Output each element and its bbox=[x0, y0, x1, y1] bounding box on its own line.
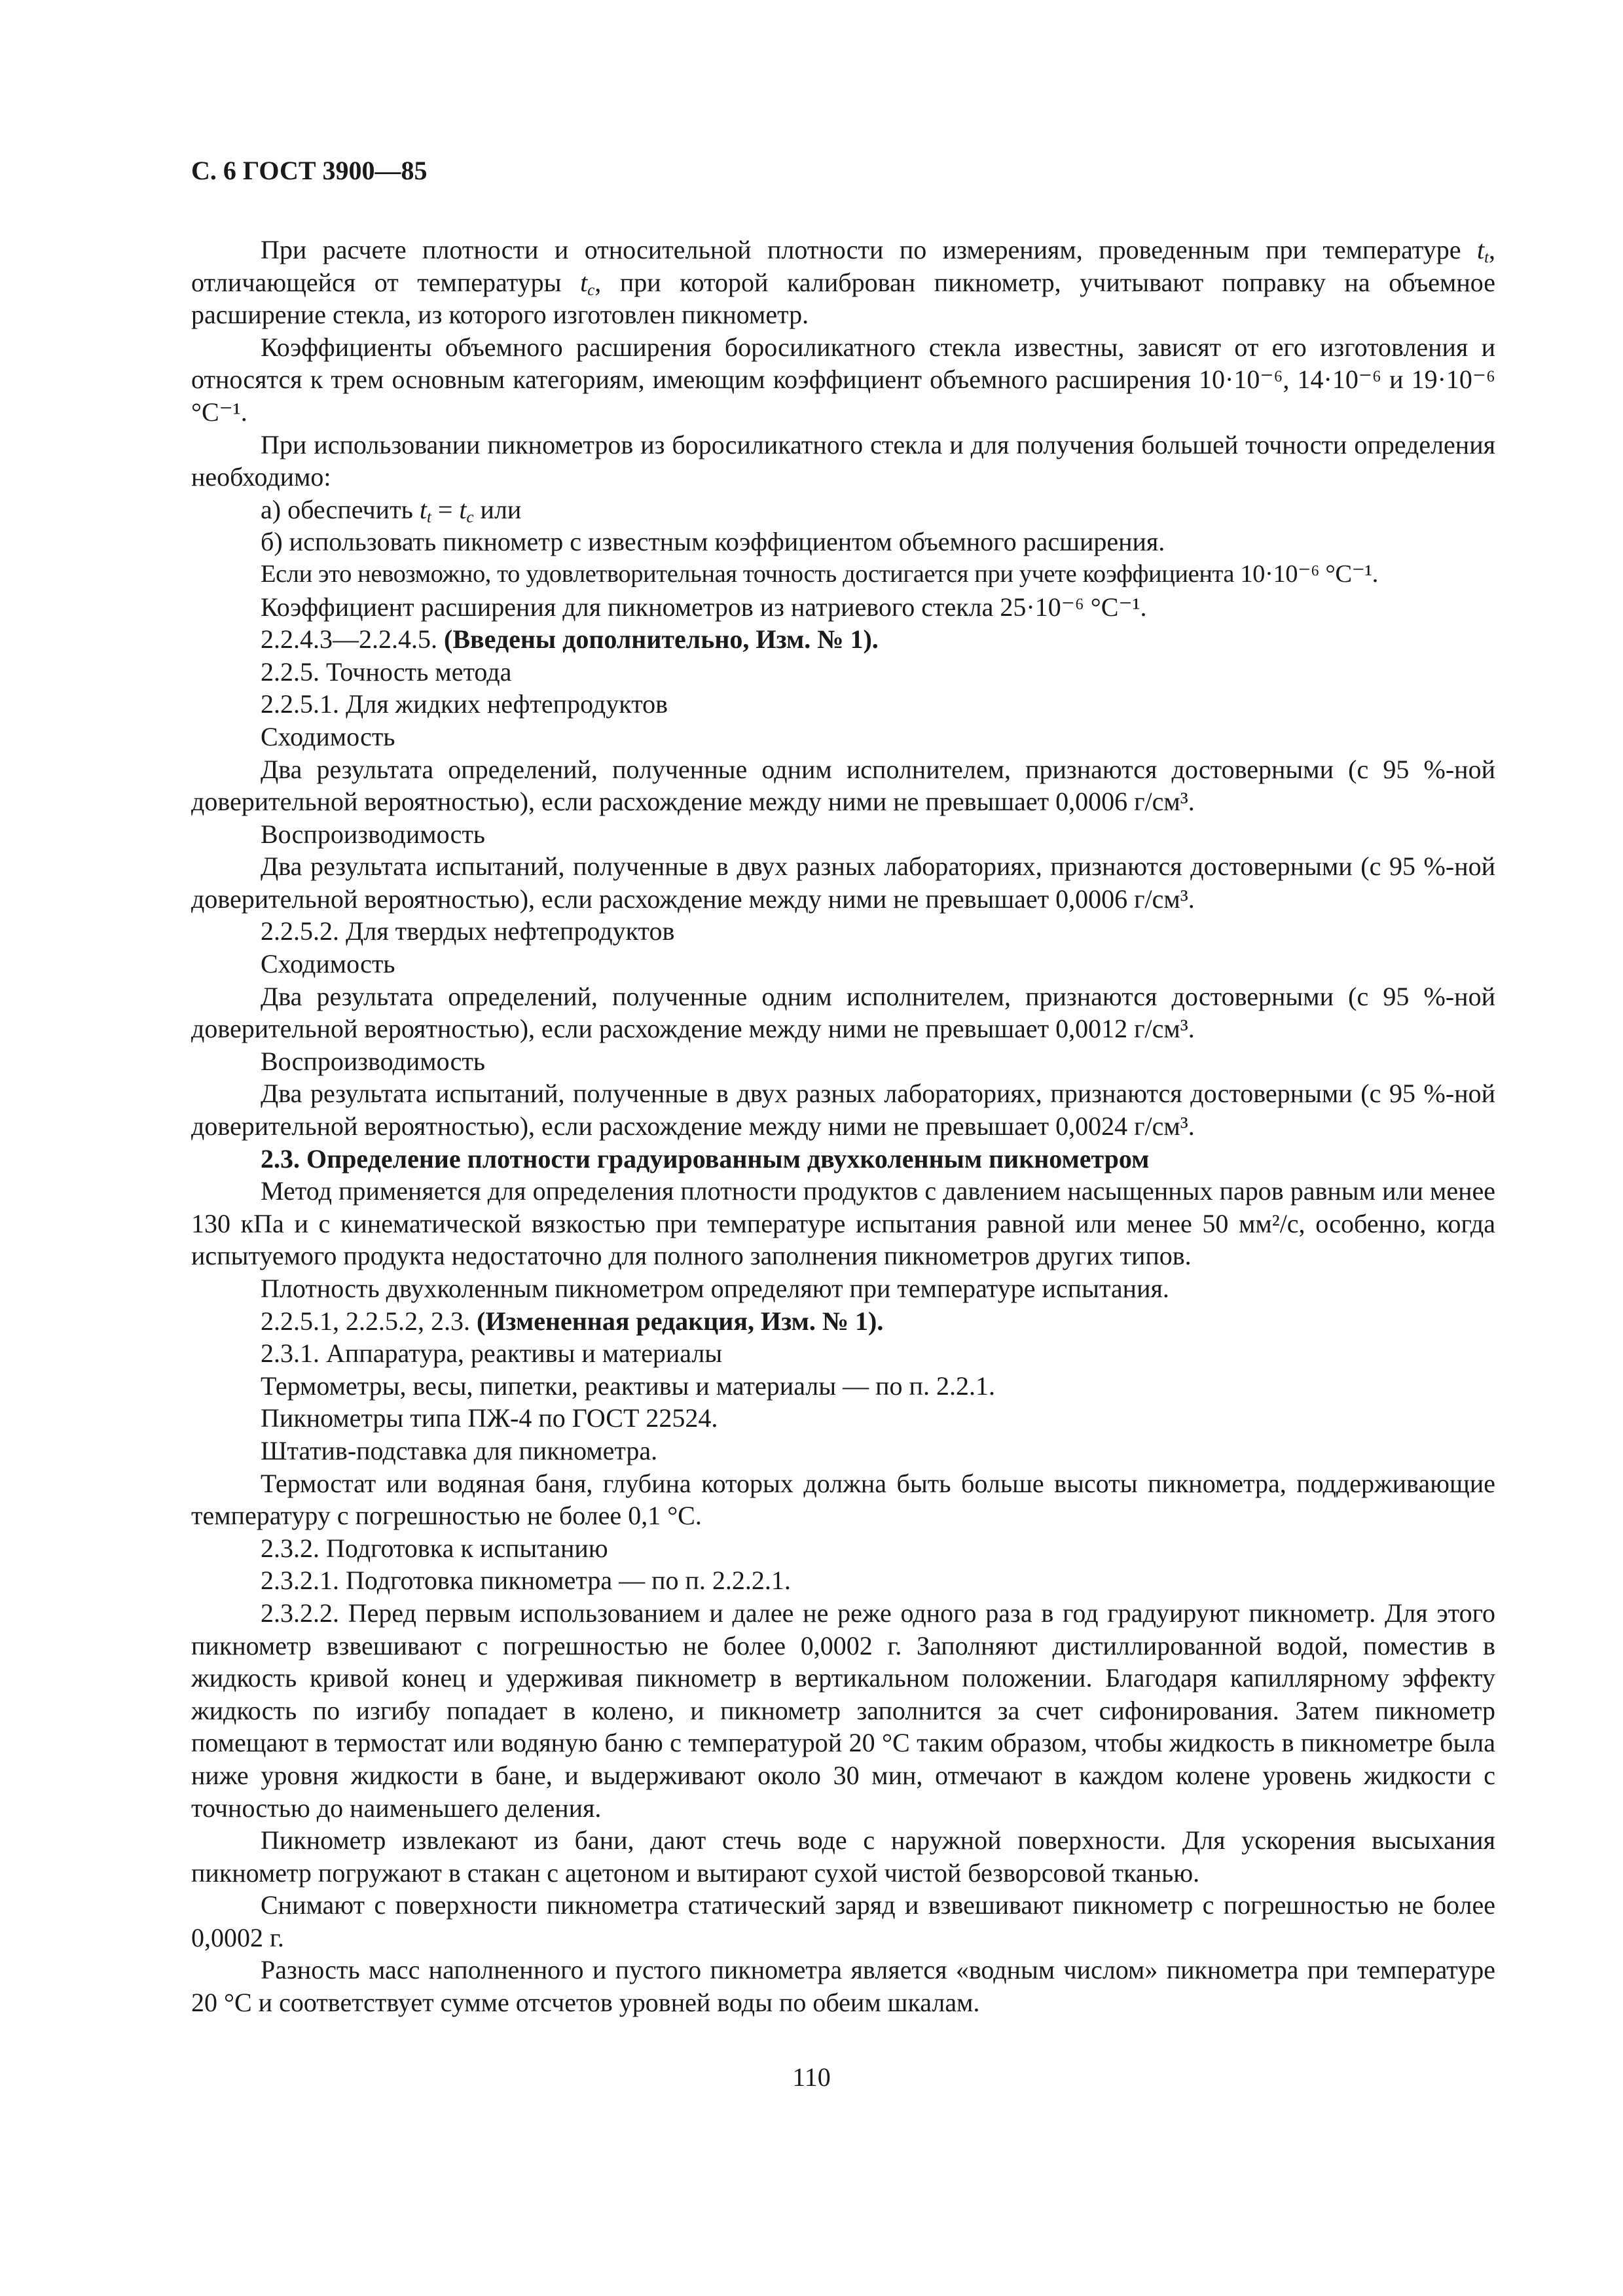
list-item-a bbox=[191, 493, 1495, 526]
subheading-reproducibility: Воспроизводимость bbox=[261, 1046, 486, 1076]
amendment-note bbox=[191, 623, 1495, 656]
paragraph-temperature-correction bbox=[191, 234, 1495, 331]
var-t: $t_t$ bbox=[419, 494, 431, 526]
list-item-b: б) использовать пикнометр с известным коэффициентом объемного расширения. bbox=[261, 527, 1165, 557]
clause-2-3-2: 2.3.2. Подготовка к испытанию bbox=[261, 1533, 608, 1563]
var-t: $t_t$ bbox=[1476, 235, 1489, 267]
paragraph-drying: Пикнометр извлекают из бани, дают стечь воде с наружной поверхности. Для ускорения высыхания пикнометр погружают в стакан с ацетоном и вытирают сухой чистой безворсовой тканью. bbox=[191, 1825, 1495, 1888]
section-heading-2-3: 2.3. Определение плотности градуированным двухколенным пикнометром bbox=[261, 1143, 1150, 1174]
paragraph-instruments: Термометры, весы, пипетки, реактивы и материалы — по п. 2.2.1. bbox=[261, 1371, 995, 1401]
text: а) обеспечить bbox=[261, 494, 420, 524]
subheading-repeatability: Сходимость bbox=[261, 721, 395, 751]
paragraph-reproducibility-solid: Два результата испытаний, полученные в двух разных лабораториях, признаются достоверными (с 95 %-ной доверительной вероятностью), если расхождение между ними не превышает 0,0024 г/см³. bbox=[191, 1079, 1495, 1141]
amendment-text: (Измененная редакция, Изм. № 1). bbox=[477, 1306, 884, 1336]
text: или bbox=[473, 494, 522, 524]
clause-numbers: 2.2.4.3—2.2.4.5. bbox=[261, 624, 444, 655]
paragraph-reproducibility-liquid: Два результата испытаний, полученные в двух разных лабораториях, признаются достоверными (с 95 %-ной доверительной вероятностью), если расхождение между ними не превышает 0,0006 г/см³. bbox=[191, 852, 1495, 914]
paragraph-stand: Штатив-подставка для пикнометра. bbox=[261, 1435, 658, 1465]
paragraph-static-charge: Снимают с поверхности пикнометра статический заряд и взвешивают пикнометр с погрешностью не более 0,0002 г. bbox=[191, 1890, 1495, 1952]
text: При расчете плотности и относительной плотности по измерениям, проведенным при температуре bbox=[261, 235, 1477, 264]
paragraph-water-number: Разность масс наполненного и пустого пикнометра является «водным числом» пикнометра при температуре 20 °С и соответствует сумме отсчетов уровней воды по обеим шкалам. bbox=[191, 1955, 1495, 2018]
clause-2-2-5-2: 2.2.5.2. Для твердых нефтепродуктов bbox=[261, 916, 675, 946]
var-tc: $t_c$ bbox=[459, 494, 474, 526]
paragraph-repeatability-solid: Два результата определений, полученные одним исполнителем, признаются достоверными (с 95 %-ной доверительной вероятностью), если расхождение между ними не превышает 0,0012 г/см³. bbox=[191, 981, 1495, 1044]
clause-2-2-5-1: 2.2.5.1. Для жидких нефтепродуктов bbox=[261, 689, 668, 719]
text: = bbox=[431, 494, 460, 524]
amendment-text: (Введены дополнительно, Изм. № 1). bbox=[444, 624, 879, 655]
clause-numbers: 2.2.5.1, 2.2.5.2, 2.3. bbox=[261, 1306, 477, 1336]
subheading-reproducibility: Воспроизводимость bbox=[261, 819, 486, 849]
clause-2-3-1: 2.3.1. Аппаратура, реактивы и материалы bbox=[261, 1338, 723, 1369]
text: , при которой калиброван пикнометр, учитывают поправку на объемное расширение стекла, из которого изготовлен пикнометр. bbox=[191, 267, 1495, 330]
paragraph-test-temperature: Плотность двухколенным пикнометром определяют при температуре испытания. bbox=[261, 1274, 1169, 1303]
clause-2-2-5: 2.2.5. Точность метода bbox=[261, 656, 512, 687]
paragraph-sodium-glass: Коэффициент расширения для пикнометров из натриевого стекла 25·10⁻⁶ °С⁻¹. bbox=[261, 592, 1147, 622]
paragraph-repeatability-liquid: Два результата определений, полученные одним исполнителем, признаются достоверными (с 95 %-ной доверительной вероятностью), если расхождение между ними не превышает 0,0006 г/см³. bbox=[191, 754, 1495, 817]
paragraph-if-impossible: Если это невозможно, то удовлетворительная точность достигается при учете коэффициента 10·10⁻⁶ °С⁻¹. bbox=[261, 560, 1378, 588]
page-header: С. 6 ГОСТ 3900—85 bbox=[191, 156, 428, 185]
paragraph-method-scope: Метод применяется для определения плотности продуктов с давлением насыщенных паров равным или менее 130 кПа и с кинематической вязкостью при температуре испытания равной или менее 50 мм²/с, особенно, когда испытуемого продукта недостаточно для полного заполнения пикнометров других типов. bbox=[191, 1176, 1495, 1271]
clause-2-3-2-1: 2.3.2.1. Подготовка пикнометра — по п. 2.2.2.1. bbox=[261, 1566, 791, 1596]
clause-2-3-2-2: 2.3.2.2. Перед первым использованием и далее не реже одного раза в год градуируют пикнометр. Для этого пикнометр взвешивают с погрешностью не более 0,0002 г. Заполняют дистиллированной водой, поместив в жидкость кривой конец и удерживая пикнометр в вертикальном положении. Благодаря капиллярному эффекту жидкость по изгибу попадает в колено, и пикнометр заполнится за счет сифонирования. Затем пикнометр помещают в термостат или водяную баню с температурой 20 °С таким образом, чтобы жидкость в пикнометре была ниже уровня жидкости в бане, и выдерживают около 30 мин, отмечают в каждом колене уровень жидкости с точностью до наименьшего деления. bbox=[191, 1598, 1495, 1823]
paragraph-borosilicate-use: При использовании пикнометров из боросиликатного стекла и для получения большей точности определения необходимо: bbox=[191, 429, 1495, 492]
subheading-repeatability: Сходимость bbox=[261, 949, 395, 979]
var-tc: $t_c$ bbox=[580, 267, 595, 299]
paragraph-pycnometer-type: Пикнометры типа ПЖ-4 по ГОСТ 22524. bbox=[261, 1403, 718, 1433]
document-page bbox=[191, 154, 1495, 2019]
paragraph-expansion-coefficients: Коэффициенты объемного расширения боросиликатного стекла известны, зависят от его изготовления и относятся к трем основным категориям, имеющим коэффициент объемного расширения 10·10⁻⁶, 14·10⁻⁶ и 19·10⁻⁶ °С⁻¹. bbox=[191, 332, 1495, 427]
page-number: 110 bbox=[792, 2062, 831, 2092]
paragraph-thermostat: Термостат или водяная баня, глубина которых должна быть больше высоты пикнометра, поддерживающие температуру с погрешностью не более 0,1 °С. bbox=[191, 1468, 1495, 1531]
amendment-note bbox=[191, 1305, 1495, 1338]
text: , отличающейся от температуры bbox=[191, 235, 1495, 297]
